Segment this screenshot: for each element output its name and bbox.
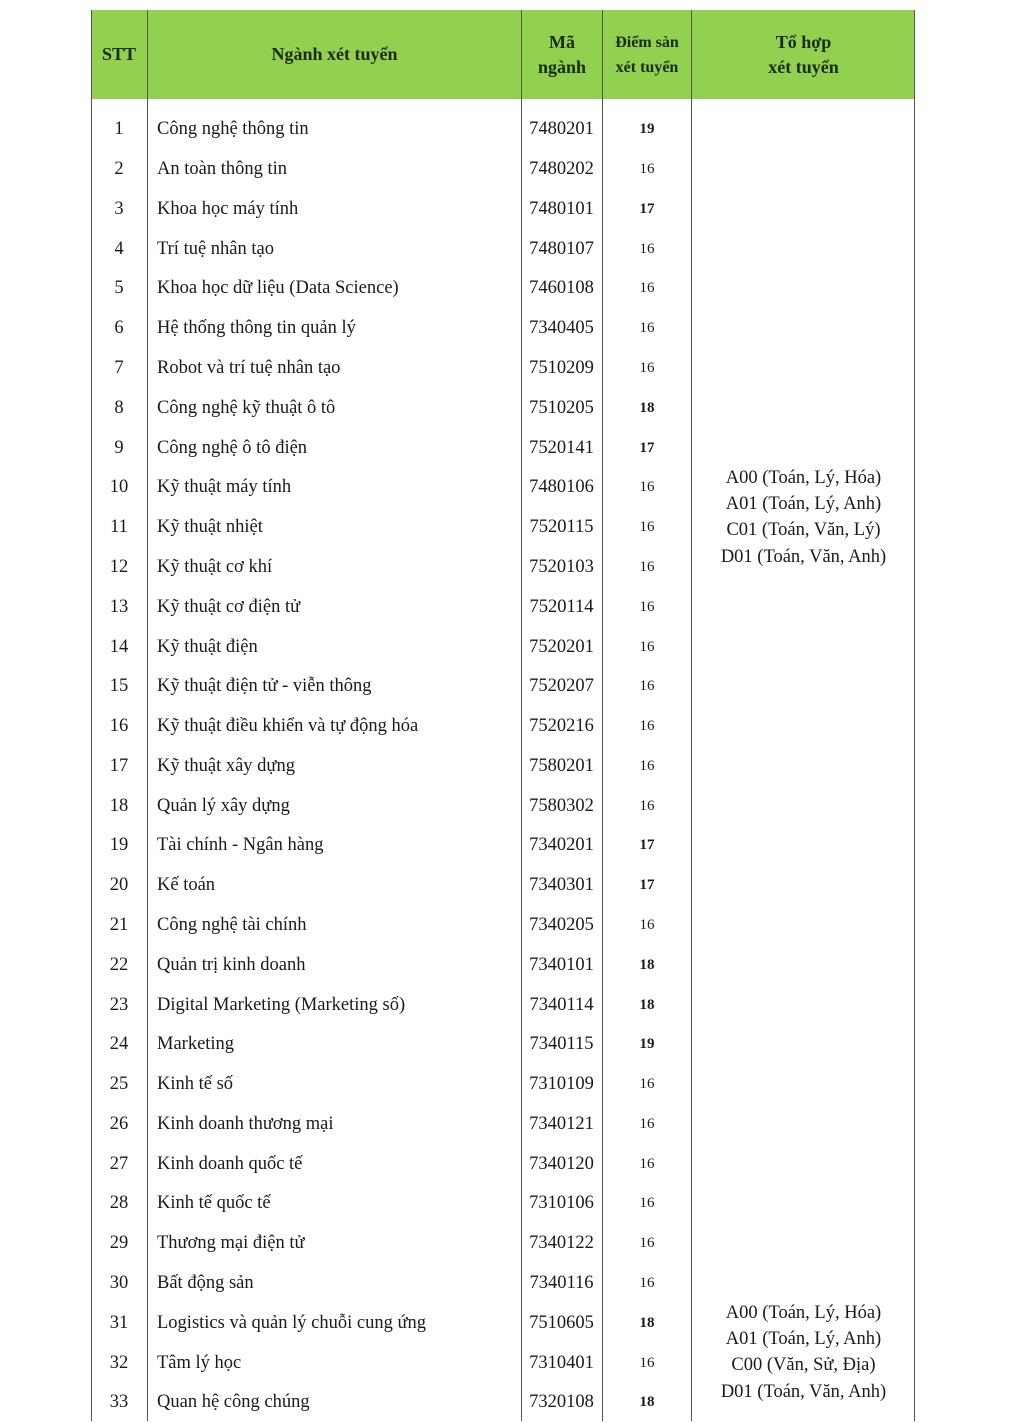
row-name: Kỹ thuật máy tính	[157, 477, 292, 498]
row-code: 7340120	[529, 1153, 594, 1174]
table-row	[91, 906, 915, 946]
table-row	[91, 945, 915, 985]
row-name: Bất động sản	[157, 1272, 254, 1293]
row-code: 7480106	[529, 477, 594, 498]
table-header	[91, 10, 915, 99]
row-stt: 22	[109, 954, 129, 975]
row-score: 16	[639, 1354, 655, 1371]
row-name: Kỹ thuật cơ khí	[157, 556, 273, 577]
row-code: 7580302	[529, 795, 594, 816]
row-score: 17	[639, 837, 655, 854]
row-score: 16	[639, 598, 655, 615]
row-score: 16	[639, 558, 655, 575]
row-stt: 15	[109, 676, 129, 697]
header-code	[522, 10, 602, 99]
row-score: 19	[639, 121, 655, 138]
row-name: Kinh tế số	[157, 1074, 234, 1095]
table-row	[91, 110, 915, 150]
row-score: 16	[639, 280, 655, 297]
row-stt: 28	[109, 1193, 129, 1214]
table-row	[91, 627, 915, 667]
table-row	[91, 1065, 915, 1105]
row-code: 7480107	[529, 238, 594, 259]
row-score: 16	[639, 519, 655, 536]
row-code: 7340405	[529, 318, 594, 339]
row-code: 7320108	[529, 1392, 594, 1413]
row-name: An toàn thông tin	[157, 159, 288, 180]
table-row	[91, 1184, 915, 1224]
row-name: Robot và trí tuệ nhân tạo	[157, 358, 341, 379]
row-stt: 21	[109, 914, 129, 935]
row-stt: 10	[109, 477, 129, 498]
row-score: 16	[639, 678, 655, 695]
row-stt: 26	[109, 1113, 129, 1134]
table-row	[91, 1144, 915, 1184]
row-stt: 24	[109, 1034, 129, 1055]
header-combo	[692, 10, 915, 99]
row-stt: 29	[109, 1233, 129, 1254]
header-score-line2: xét tuyển	[615, 58, 679, 76]
header-score	[603, 10, 691, 99]
row-score: 17	[639, 877, 655, 894]
row-code: 7510605	[529, 1312, 594, 1333]
row-name: Kinh tế quốc tế	[157, 1193, 271, 1214]
combo-line: D01 (Toán, Văn, Anh)	[720, 1381, 887, 1402]
row-name: Marketing	[157, 1034, 235, 1055]
row-score: 19	[639, 1036, 655, 1053]
row-code: 7520216	[529, 716, 594, 737]
combo-line: D01 (Toán, Văn, Anh)	[720, 546, 887, 567]
header-combo-line2: xét tuyển	[768, 56, 839, 77]
row-name: Kế toán	[157, 875, 216, 896]
header-score-line1: Điểm sàn	[615, 33, 679, 51]
combo-line: A01 (Toán, Lý, Anh)	[725, 1329, 882, 1350]
row-code: 7520201	[529, 636, 594, 657]
row-code: 7310401	[529, 1352, 594, 1373]
row-code: 7480201	[529, 119, 594, 140]
row-name: Kỹ thuật cơ điện tử	[157, 596, 301, 617]
row-name: Công nghệ thông tin	[157, 119, 309, 140]
row-code: 7340115	[529, 1034, 594, 1055]
row-stt: 31	[109, 1312, 129, 1333]
row-stt: 5	[114, 278, 124, 299]
row-code: 7340101	[529, 954, 594, 975]
row-score: 18	[639, 1314, 655, 1331]
table-row	[91, 150, 915, 190]
row-name: Kinh doanh thương mại	[157, 1113, 334, 1134]
row-name: Tâm lý học	[157, 1352, 242, 1373]
row-score: 18	[639, 956, 655, 973]
combo-group-2	[692, 1300, 915, 1405]
table-row	[91, 1264, 915, 1304]
table-row	[91, 746, 915, 786]
row-stt: 6	[114, 318, 124, 339]
row-stt: 33	[109, 1392, 129, 1413]
row-stt: 19	[109, 835, 129, 856]
row-score: 18	[639, 1394, 655, 1411]
row-stt: 8	[114, 397, 124, 418]
row-score: 18	[639, 996, 655, 1013]
row-score: 16	[639, 757, 655, 774]
combo-group-1	[692, 465, 915, 570]
row-score: 16	[639, 161, 655, 178]
combo-line: A00 (Toán, Lý, Hóa)	[725, 468, 882, 488]
row-score: 16	[639, 1195, 655, 1212]
row-score: 16	[639, 1076, 655, 1093]
row-stt: 14	[109, 636, 129, 657]
table-row	[91, 786, 915, 826]
row-name: Tài chính - Ngân hàng	[157, 835, 324, 856]
combo-line: A01 (Toán, Lý, Anh)	[725, 494, 882, 515]
row-name: Kỹ thuật điện	[157, 636, 258, 657]
row-name: Digital Marketing (Marketing số)	[157, 994, 406, 1015]
row-code: 7520103	[529, 556, 594, 577]
header-stt-label: STT	[101, 44, 137, 64]
row-name: Thương mại điện tử	[157, 1233, 305, 1254]
row-name: Hệ thống thông tin quản lý	[157, 318, 356, 339]
row-score: 16	[639, 797, 655, 814]
row-name: Logistics và quản lý chuỗi cung ứng	[157, 1312, 426, 1333]
table-row	[91, 826, 915, 866]
row-score: 16	[639, 360, 655, 377]
row-score: 16	[639, 1274, 655, 1291]
row-name: Trí tuệ nhân tạo	[157, 238, 274, 259]
row-code: 7480101	[529, 198, 594, 219]
row-name: Kinh doanh quốc tế	[157, 1153, 303, 1174]
row-stt: 11	[110, 517, 128, 538]
row-score: 16	[639, 638, 655, 655]
header-combo-line1: Tổ hợp	[775, 31, 832, 52]
row-score: 17	[639, 200, 655, 217]
row-score: 16	[639, 1115, 655, 1132]
row-name: Kỹ thuật điện tử - viễn thông	[157, 676, 372, 697]
admission-table	[91, 10, 915, 1421]
header-stt	[91, 10, 147, 99]
row-stt: 17	[109, 755, 129, 776]
row-code: 7480202	[529, 159, 594, 180]
row-score: 16	[639, 1155, 655, 1172]
row-name: Kỹ thuật xây dựng	[157, 755, 295, 776]
table-row	[91, 1224, 915, 1264]
table-row	[91, 309, 915, 349]
table-row	[91, 388, 915, 428]
table-row	[91, 349, 915, 389]
row-score: 18	[639, 399, 655, 416]
row-code: 7460108	[529, 278, 594, 299]
header-code-line1: Mã	[549, 31, 575, 52]
row-code: 7510209	[529, 358, 594, 379]
row-code: 7340114	[529, 994, 594, 1015]
row-score: 16	[639, 1235, 655, 1252]
row-code: 7510205	[529, 397, 594, 418]
row-name: Công nghệ ô tô điện	[157, 437, 308, 458]
table-row	[91, 985, 915, 1025]
row-name: Công nghệ tài chính	[157, 914, 307, 935]
table-row	[91, 667, 915, 707]
row-name: Khoa học dữ liệu (Data Science)	[157, 278, 399, 299]
table-row	[91, 229, 915, 269]
row-code: 7340201	[529, 835, 594, 856]
row-score: 16	[639, 240, 655, 257]
row-code: 7310106	[529, 1193, 594, 1214]
row-code: 7520141	[529, 437, 594, 458]
row-stt: 27	[109, 1153, 129, 1174]
row-stt: 9	[114, 437, 124, 458]
table-row	[91, 707, 915, 747]
row-stt: 23	[109, 994, 129, 1015]
row-stt: 3	[114, 198, 124, 219]
row-code: 7520115	[529, 517, 594, 538]
row-stt: 2	[114, 159, 124, 180]
row-score: 17	[639, 439, 655, 456]
header-name	[148, 10, 521, 99]
row-stt: 30	[109, 1272, 129, 1293]
row-name: Quản lý xây dựng	[157, 795, 290, 816]
table-row	[91, 866, 915, 906]
row-stt: 12	[109, 556, 129, 577]
row-code: 7340116	[529, 1272, 594, 1293]
row-stt: 25	[109, 1074, 129, 1095]
row-name: Khoa học máy tính	[157, 198, 299, 219]
combo-line: C00 (Văn, Sử, Địa)	[731, 1355, 876, 1376]
table-row	[91, 587, 915, 627]
header-code-line2: ngành	[537, 56, 587, 77]
row-name: Công nghệ kỹ thuật ô tô	[157, 397, 336, 418]
row-code: 7340301	[529, 875, 594, 896]
table-row	[91, 428, 915, 468]
row-code: 7340122	[529, 1233, 594, 1254]
row-score: 16	[639, 916, 655, 933]
header-name-label: Ngành xét tuyển	[271, 44, 398, 64]
row-name: Quan hệ công chúng	[157, 1392, 310, 1413]
row-name: Quản trị kinh doanh	[157, 954, 306, 975]
row-code: 7310109	[529, 1074, 594, 1095]
table-row	[91, 190, 915, 230]
row-code: 7520207	[529, 676, 594, 697]
row-score: 16	[639, 718, 655, 735]
row-stt: 7	[114, 358, 124, 379]
table-row	[91, 1025, 915, 1065]
row-stt: 1	[114, 119, 124, 140]
row-stt: 4	[114, 238, 124, 259]
row-score: 16	[639, 320, 655, 337]
row-code: 7340205	[529, 914, 594, 935]
row-score: 16	[639, 479, 655, 496]
row-name: Kỹ thuật nhiệt	[157, 517, 263, 538]
row-code: 7580201	[529, 755, 594, 776]
row-name: Kỹ thuật điều khiển và tự động hóa	[157, 716, 419, 737]
combo-line: A00 (Toán, Lý, Hóa)	[725, 1303, 882, 1323]
row-stt: 32	[109, 1352, 129, 1373]
row-stt: 20	[109, 875, 129, 896]
combo-line: C01 (Toán, Văn, Lý)	[726, 520, 881, 541]
row-code: 7340121	[529, 1113, 594, 1134]
row-code: 7520114	[529, 596, 594, 617]
table-row	[91, 1105, 915, 1145]
table-row	[91, 269, 915, 309]
row-stt: 16	[109, 716, 129, 737]
row-stt: 18	[109, 795, 129, 816]
row-stt: 13	[109, 596, 129, 617]
